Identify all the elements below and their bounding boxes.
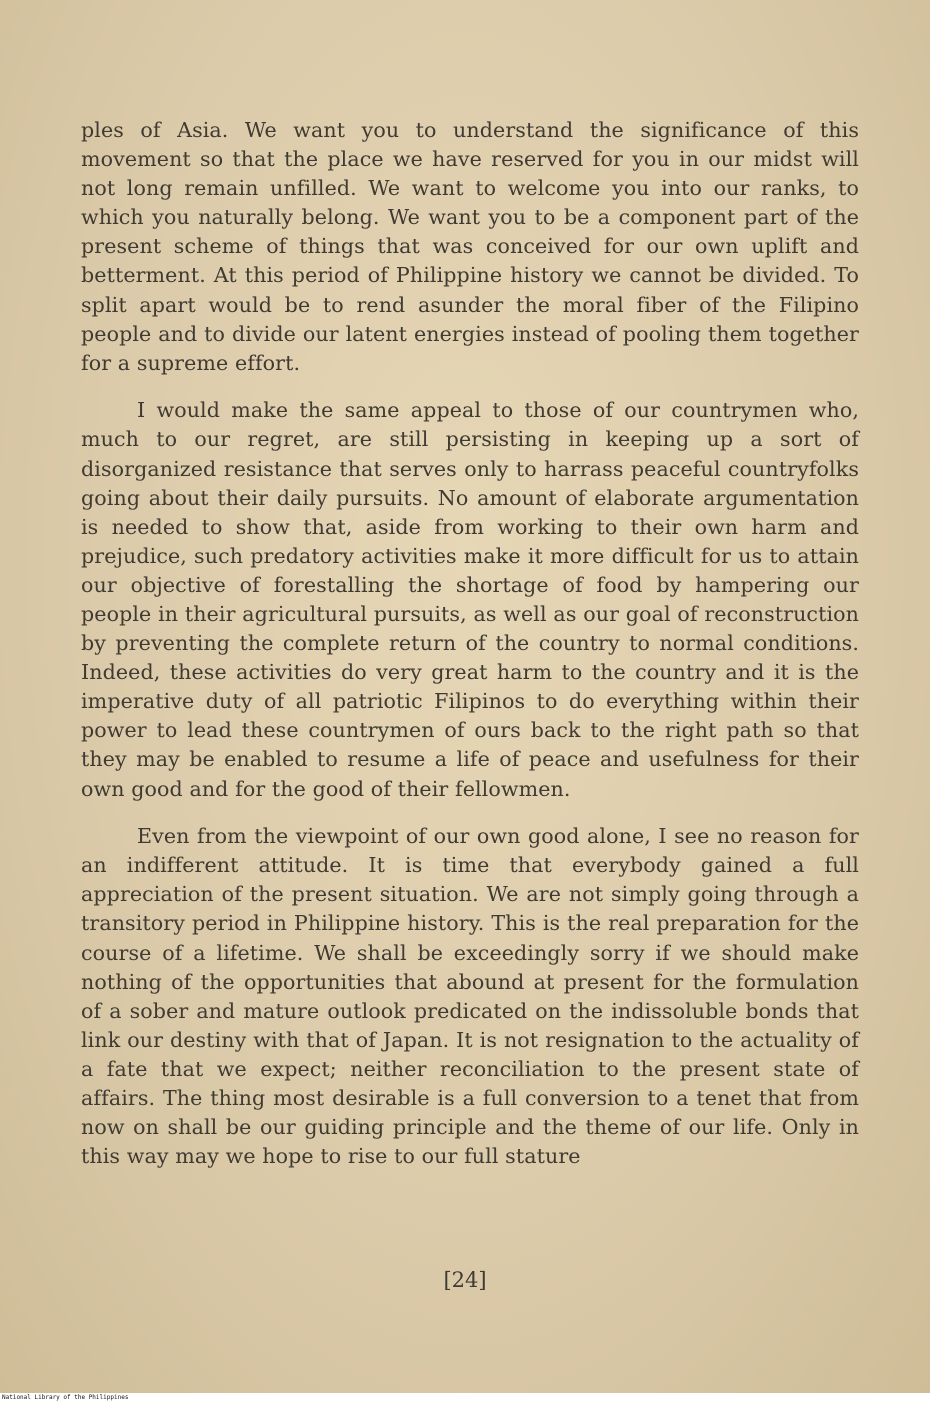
paragraph-3: Even from the viewpoint of our own good alone, I see no reason for an indifferent attitude. It is time that everybody gained a full appreciation of the present situation. We are not simply going through a transitory period in Philippine history. This is the real preparation for the course of a lifetime. We shall be exceedingly sorry if we should make nothing of the opportunities that abound at present for the formulation of a sober and mature outlook predicated on the indissoluble bonds that link our destiny with that of Japan. It is not resignation to the actuality of a fate that we expect; neither reconciliation to the present state of affairs. The thing most desirable is a full conversion to a tenet that from now on shall be our guiding principle and the theme of our life. Only in this way may we hope to rise to our full stature bbox=[81, 824, 859, 1169]
footer-strip bbox=[0, 1393, 930, 1403]
paragraph-2: I would make the same appeal to those of our countrymen who, much to our regret, are still persisting in keeping up a sort of disorganized resistance that serves only to harrass peaceful countryfolks going about their daily pursuits. No amount of elaborate argumentation is needed to show that, aside from working to their own harm and prejudice, such predatory activities make it more difficult for us to attain our objective of forestalling the shortage of food by hampering our people in their agricultural pursuits, as well as our goal of reconstruction by preventing the complete return of the country to normal conditions. Indeed, these activities do very great harm to the country and it is the imperative duty of all patriotic Filipinos to do everything within their power to lead these countrymen of ours back to the right path so that they may be enabled to resume a life of peace and usefulness for their own good and for the good of their fellowmen. bbox=[81, 398, 859, 801]
paragraph-1: ples of Asia. We want you to understand the significance of this movement so that the place we have reserved for you in our midst will not long remain unfilled. We want to welcome you into our ranks, to which you naturally belong. We want you to be a component part of the present scheme of things that was conceived for our own uplift and betterment. At this period of Philippine history we cannot be divided. To split apart would be to rend asunder the moral fiber of the Filipino people and to divide our latent energies instead of pooling them together for a supreme effort. bbox=[81, 118, 859, 375]
body-text bbox=[81, 116, 859, 1171]
library-credit: National Library of the Philippines bbox=[2, 1394, 129, 1401]
page-number: [24] bbox=[443, 1268, 487, 1292]
